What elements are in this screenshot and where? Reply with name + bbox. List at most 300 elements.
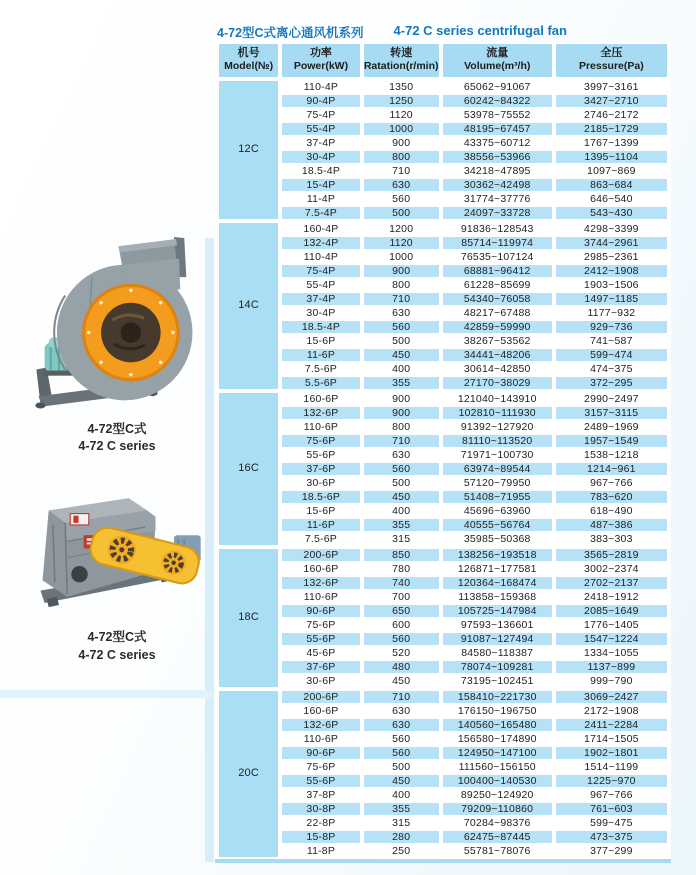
rotation-cell: 450 bbox=[362, 774, 441, 788]
pressure-cell: 2411~2284 bbox=[554, 718, 669, 732]
power-cell: 110-4P bbox=[280, 250, 361, 264]
volume-cell: 91392~127920 bbox=[441, 420, 554, 434]
power-cell: 11-6P bbox=[280, 348, 361, 362]
rotation-cell: 500 bbox=[362, 476, 441, 490]
power-cell: 110-6P bbox=[280, 590, 361, 604]
volume-cell: 158410~221730 bbox=[441, 689, 554, 704]
volume-cell: 91087~127494 bbox=[441, 632, 554, 646]
power-cell: 110-4P bbox=[280, 79, 361, 94]
volume-cell: 24097~33728 bbox=[441, 206, 554, 221]
table-row bbox=[217, 732, 669, 746]
rotation-cell: 600 bbox=[362, 618, 441, 632]
rotation-cell: 400 bbox=[362, 504, 441, 518]
volume-cell: 71971~100730 bbox=[441, 448, 554, 462]
pressure-cell: 741~587 bbox=[554, 334, 669, 348]
pressure-cell: 1395~1104 bbox=[554, 150, 669, 164]
table-row bbox=[217, 236, 669, 250]
pressure-cell: 383~303 bbox=[554, 532, 669, 547]
rotation-cell: 700 bbox=[362, 590, 441, 604]
volume-cell: 63974~89544 bbox=[441, 462, 554, 476]
table-row bbox=[217, 448, 669, 462]
table-row bbox=[217, 532, 669, 547]
pressure-cell: 761~603 bbox=[554, 802, 669, 816]
product-caption-2-zh: 4-72型C式 bbox=[87, 630, 147, 645]
rotation-cell: 480 bbox=[362, 660, 441, 674]
pressure-cell: 646~540 bbox=[554, 192, 669, 206]
pressure-cell: 473~375 bbox=[554, 830, 669, 844]
rotation-cell: 500 bbox=[362, 760, 441, 774]
pressure-cell: 3069~2427 bbox=[554, 689, 669, 704]
power-cell: 160-4P bbox=[280, 221, 361, 236]
pressure-cell: 967~766 bbox=[554, 788, 669, 802]
power-cell: 22-8P bbox=[280, 816, 361, 830]
table-row bbox=[217, 704, 669, 718]
rotation-cell: 560 bbox=[362, 192, 441, 206]
pressure-cell: 487~386 bbox=[554, 518, 669, 532]
pressure-cell: 3565~2819 bbox=[554, 547, 669, 562]
table-row bbox=[217, 562, 669, 576]
pressure-cell: 3744~2961 bbox=[554, 236, 669, 250]
table-row bbox=[217, 79, 669, 94]
rotation-cell: 250 bbox=[362, 844, 441, 858]
pressure-cell: 2418~1912 bbox=[554, 590, 669, 604]
power-cell: 7.5-6P bbox=[280, 362, 361, 376]
rotation-cell: 900 bbox=[362, 264, 441, 278]
power-cell: 7.5-6P bbox=[280, 532, 361, 547]
power-cell: 75-4P bbox=[280, 264, 361, 278]
rotation-cell: 520 bbox=[362, 646, 441, 660]
pressure-cell: 967~766 bbox=[554, 476, 669, 490]
volume-cell: 79209~110860 bbox=[441, 802, 554, 816]
table-row bbox=[217, 674, 669, 689]
power-cell: 11-8P bbox=[280, 844, 361, 858]
table-row bbox=[217, 718, 669, 732]
model-cell: 20C bbox=[217, 689, 280, 858]
power-cell: 30-4P bbox=[280, 150, 361, 164]
rotation-cell: 900 bbox=[362, 136, 441, 150]
power-cell: 55-4P bbox=[280, 122, 361, 136]
product-caption-1-zh: 4-72型C式 bbox=[87, 421, 147, 436]
volume-cell: 120364~168474 bbox=[441, 576, 554, 590]
table-row bbox=[217, 774, 669, 788]
pressure-cell: 1538~1218 bbox=[554, 448, 669, 462]
rotation-cell: 780 bbox=[362, 562, 441, 576]
table-row bbox=[217, 632, 669, 646]
table-row bbox=[217, 164, 669, 178]
col-header-power bbox=[280, 43, 361, 79]
col-header-rotation-en: Ratation(r/min) bbox=[363, 60, 439, 73]
volume-cell: 53978~75552 bbox=[441, 108, 554, 122]
rotation-cell: 800 bbox=[362, 278, 441, 292]
power-cell: 132-6P bbox=[280, 406, 361, 420]
power-cell: 132-4P bbox=[280, 236, 361, 250]
volume-cell: 97593~136601 bbox=[441, 618, 554, 632]
table-row bbox=[217, 348, 669, 362]
power-cell: 90-6P bbox=[280, 746, 361, 760]
power-cell: 75-6P bbox=[280, 618, 361, 632]
table-header-row bbox=[217, 43, 669, 79]
volume-cell: 100400~140530 bbox=[441, 774, 554, 788]
rotation-cell: 315 bbox=[362, 532, 441, 547]
pressure-cell: 599~474 bbox=[554, 348, 669, 362]
rotation-cell: 1350 bbox=[362, 79, 441, 94]
pressure-cell: 863~684 bbox=[554, 178, 669, 192]
rotation-cell: 280 bbox=[362, 830, 441, 844]
centrifugal-fan-photo-rear-view bbox=[22, 490, 212, 621]
rotation-cell: 710 bbox=[362, 689, 441, 704]
volume-cell: 121040~143910 bbox=[441, 391, 554, 406]
table-row bbox=[217, 830, 669, 844]
pressure-cell: 2172~1908 bbox=[554, 704, 669, 718]
table-row bbox=[217, 476, 669, 490]
pressure-cell: 599~475 bbox=[554, 816, 669, 830]
power-cell: 37-6P bbox=[280, 660, 361, 674]
power-cell: 5.5-6P bbox=[280, 376, 361, 391]
volume-cell: 76535~107124 bbox=[441, 250, 554, 264]
power-cell: 55-6P bbox=[280, 632, 361, 646]
table-row bbox=[217, 746, 669, 760]
rotation-cell: 355 bbox=[362, 376, 441, 391]
rotation-cell: 710 bbox=[362, 164, 441, 178]
power-cell: 55-4P bbox=[280, 278, 361, 292]
table-row bbox=[217, 646, 669, 660]
power-cell: 37-4P bbox=[280, 136, 361, 150]
volume-cell: 89250~124920 bbox=[441, 788, 554, 802]
power-cell: 18.5-6P bbox=[280, 490, 361, 504]
rotation-cell: 1250 bbox=[362, 94, 441, 108]
table-row bbox=[217, 576, 669, 590]
background-strip-horizontal bbox=[0, 690, 212, 698]
page-title-en: 4-72 C series centrifugal fan bbox=[393, 23, 567, 38]
rotation-cell: 800 bbox=[362, 420, 441, 434]
table-row bbox=[217, 136, 669, 150]
pressure-cell: 1097~869 bbox=[554, 164, 669, 178]
volume-cell: 54340~76058 bbox=[441, 292, 554, 306]
volume-cell: 55781~78076 bbox=[441, 844, 554, 858]
table-row bbox=[217, 518, 669, 532]
table-row bbox=[217, 192, 669, 206]
power-cell: 15-6P bbox=[280, 334, 361, 348]
table-row bbox=[217, 94, 669, 108]
power-cell: 30-6P bbox=[280, 476, 361, 490]
table-row bbox=[217, 306, 669, 320]
power-cell: 15-8P bbox=[280, 830, 361, 844]
rotation-cell: 450 bbox=[362, 674, 441, 689]
table-row bbox=[217, 406, 669, 420]
volume-cell: 85714~119974 bbox=[441, 236, 554, 250]
pressure-cell: 2702~2137 bbox=[554, 576, 669, 590]
volume-cell: 60242~84322 bbox=[441, 94, 554, 108]
table-row bbox=[217, 490, 669, 504]
rotation-cell: 1000 bbox=[362, 122, 441, 136]
product-caption-1-en: 4-72 C series bbox=[78, 439, 156, 454]
volume-cell: 30362~42498 bbox=[441, 178, 554, 192]
power-cell: 110-6P bbox=[280, 732, 361, 746]
power-cell: 132-6P bbox=[280, 718, 361, 732]
table-row bbox=[217, 462, 669, 476]
model-cell: 18C bbox=[217, 547, 280, 689]
pressure-cell: 1225~970 bbox=[554, 774, 669, 788]
table-row bbox=[217, 206, 669, 221]
table-row bbox=[217, 604, 669, 618]
pressure-cell: 1177~932 bbox=[554, 306, 669, 320]
table-row bbox=[217, 376, 669, 391]
product-caption-1 bbox=[22, 421, 212, 456]
rotation-cell: 355 bbox=[362, 802, 441, 816]
power-cell: 37-4P bbox=[280, 292, 361, 306]
table-row bbox=[217, 320, 669, 334]
pressure-cell: 3157~3115 bbox=[554, 406, 669, 420]
pressure-cell: 1902~1801 bbox=[554, 746, 669, 760]
table-row bbox=[217, 108, 669, 122]
pressure-cell: 1214~961 bbox=[554, 462, 669, 476]
table-row bbox=[217, 362, 669, 376]
rotation-cell: 400 bbox=[362, 788, 441, 802]
power-cell: 30-6P bbox=[280, 674, 361, 689]
rotation-cell: 560 bbox=[362, 746, 441, 760]
col-header-pressure-en: Pressure(Pa) bbox=[578, 60, 644, 73]
table-row bbox=[217, 334, 669, 348]
power-cell: 75-6P bbox=[280, 760, 361, 774]
col-header-volume bbox=[441, 43, 554, 79]
pressure-cell: 1137~899 bbox=[554, 660, 669, 674]
table-row bbox=[217, 292, 669, 306]
rotation-cell: 1120 bbox=[362, 108, 441, 122]
table-row bbox=[217, 660, 669, 674]
volume-cell: 102810~111930 bbox=[441, 406, 554, 420]
power-cell: 160-6P bbox=[280, 562, 361, 576]
rotation-cell: 560 bbox=[362, 732, 441, 746]
power-cell: 18.5-4P bbox=[280, 164, 361, 178]
volume-cell: 38556~53966 bbox=[441, 150, 554, 164]
rotation-cell: 315 bbox=[362, 816, 441, 830]
product-figure-2 bbox=[22, 490, 212, 664]
volume-cell: 42859~59990 bbox=[441, 320, 554, 334]
table-footer-bar bbox=[215, 859, 671, 863]
rotation-cell: 710 bbox=[362, 292, 441, 306]
volume-cell: 31774~37776 bbox=[441, 192, 554, 206]
table-row bbox=[217, 264, 669, 278]
volume-cell: 140560~165480 bbox=[441, 718, 554, 732]
power-cell: 11-4P bbox=[280, 192, 361, 206]
power-cell: 110-6P bbox=[280, 420, 361, 434]
model-cell: 16C bbox=[217, 391, 280, 547]
volume-cell: 27170~38029 bbox=[441, 376, 554, 391]
power-cell: 200-6P bbox=[280, 547, 361, 562]
table-row bbox=[217, 760, 669, 774]
pressure-cell: 2185~1729 bbox=[554, 122, 669, 136]
pressure-cell: 618~490 bbox=[554, 504, 669, 518]
rotation-cell: 560 bbox=[362, 462, 441, 476]
power-cell: 37-6P bbox=[280, 462, 361, 476]
power-cell: 55-6P bbox=[280, 774, 361, 788]
table-row bbox=[217, 844, 669, 858]
power-cell: 160-6P bbox=[280, 391, 361, 406]
volume-cell: 61228~85699 bbox=[441, 278, 554, 292]
pressure-cell: 1957~1549 bbox=[554, 434, 669, 448]
rotation-cell: 900 bbox=[362, 391, 441, 406]
table-row bbox=[217, 816, 669, 830]
col-header-rotation bbox=[362, 43, 441, 79]
pressure-cell: 1547~1224 bbox=[554, 632, 669, 646]
rotation-cell: 800 bbox=[362, 150, 441, 164]
table-row bbox=[217, 278, 669, 292]
volume-cell: 113858~159368 bbox=[441, 590, 554, 604]
col-header-model-zh: 机号 bbox=[237, 47, 260, 59]
pressure-cell: 1514~1199 bbox=[554, 760, 669, 774]
pressure-cell: 474~375 bbox=[554, 362, 669, 376]
rotation-cell: 1000 bbox=[362, 250, 441, 264]
table-row bbox=[217, 178, 669, 192]
model-cell: 14C bbox=[217, 221, 280, 391]
volume-cell: 70284~98376 bbox=[441, 816, 554, 830]
pressure-cell: 3427~2710 bbox=[554, 94, 669, 108]
centrifugal-fan-photo-side-view bbox=[22, 236, 212, 413]
power-cell: 75-6P bbox=[280, 434, 361, 448]
rotation-cell: 630 bbox=[362, 178, 441, 192]
pressure-cell: 372~295 bbox=[554, 376, 669, 391]
volume-cell: 57120~79950 bbox=[441, 476, 554, 490]
power-cell: 18.5-4P bbox=[280, 320, 361, 334]
volume-cell: 73195~102451 bbox=[441, 674, 554, 689]
pressure-cell: 999~790 bbox=[554, 674, 669, 689]
power-cell: 75-4P bbox=[280, 108, 361, 122]
volume-cell: 35985~50368 bbox=[441, 532, 554, 547]
table-row bbox=[217, 590, 669, 604]
table-row bbox=[217, 420, 669, 434]
power-cell: 90-4P bbox=[280, 94, 361, 108]
power-cell: 11-6P bbox=[280, 518, 361, 532]
pressure-cell: 2412~1908 bbox=[554, 264, 669, 278]
volume-cell: 156580~174890 bbox=[441, 732, 554, 746]
table-row bbox=[217, 547, 669, 562]
rotation-cell: 630 bbox=[362, 306, 441, 320]
col-header-volume-zh: 流量 bbox=[486, 47, 509, 59]
col-header-model bbox=[217, 43, 280, 79]
page-title-zh: 4-72型C式离心通风机系列 bbox=[217, 26, 364, 40]
table-row bbox=[217, 618, 669, 632]
spec-table bbox=[215, 42, 671, 859]
volume-cell: 48217~67488 bbox=[441, 306, 554, 320]
power-cell: 90-6P bbox=[280, 604, 361, 618]
volume-cell: 43375~60712 bbox=[441, 136, 554, 150]
table-row bbox=[217, 122, 669, 136]
rotation-cell: 1200 bbox=[362, 221, 441, 236]
volume-cell: 138256~193518 bbox=[441, 547, 554, 562]
power-cell: 132-6P bbox=[280, 576, 361, 590]
volume-cell: 34441~48206 bbox=[441, 348, 554, 362]
volume-cell: 40555~56764 bbox=[441, 518, 554, 532]
volume-cell: 51408~71955 bbox=[441, 490, 554, 504]
pressure-cell: 1497~1185 bbox=[554, 292, 669, 306]
rotation-cell: 710 bbox=[362, 434, 441, 448]
table-row bbox=[217, 391, 669, 406]
power-cell: 45-6P bbox=[280, 646, 361, 660]
pressure-cell: 1714~1505 bbox=[554, 732, 669, 746]
rotation-cell: 400 bbox=[362, 362, 441, 376]
rotation-cell: 500 bbox=[362, 334, 441, 348]
volume-cell: 30614~42850 bbox=[441, 362, 554, 376]
product-caption-2-en: 4-72 C series bbox=[78, 647, 156, 662]
pressure-cell: 1334~1055 bbox=[554, 646, 669, 660]
product-caption-2 bbox=[22, 629, 212, 664]
volume-cell: 34218~47895 bbox=[441, 164, 554, 178]
volume-cell: 65062~91067 bbox=[441, 79, 554, 94]
volume-cell: 68881~96412 bbox=[441, 264, 554, 278]
col-header-rotation-zh: 转速 bbox=[390, 47, 413, 59]
volume-cell: 38267~53562 bbox=[441, 334, 554, 348]
rotation-cell: 740 bbox=[362, 576, 441, 590]
power-cell: 15-4P bbox=[280, 178, 361, 192]
power-cell: 55-6P bbox=[280, 448, 361, 462]
rotation-cell: 850 bbox=[362, 547, 441, 562]
rotation-cell: 650 bbox=[362, 604, 441, 618]
volume-cell: 62475~87445 bbox=[441, 830, 554, 844]
model-cell: 12C bbox=[217, 79, 280, 221]
col-header-power-en: Power(kW) bbox=[293, 60, 349, 73]
rotation-cell: 560 bbox=[362, 632, 441, 646]
rotation-cell: 630 bbox=[362, 718, 441, 732]
table-row bbox=[217, 788, 669, 802]
pressure-cell: 929~736 bbox=[554, 320, 669, 334]
rotation-cell: 560 bbox=[362, 320, 441, 334]
power-cell: 7.5-4P bbox=[280, 206, 361, 221]
pressure-cell: 2085~1649 bbox=[554, 604, 669, 618]
pressure-cell: 783~620 bbox=[554, 490, 669, 504]
volume-cell: 45696~63960 bbox=[441, 504, 554, 518]
page-title bbox=[217, 23, 567, 41]
table-row bbox=[217, 150, 669, 164]
power-cell: 160-6P bbox=[280, 704, 361, 718]
rotation-cell: 630 bbox=[362, 704, 441, 718]
pressure-cell: 2489~1969 bbox=[554, 420, 669, 434]
volume-cell: 105725~147984 bbox=[441, 604, 554, 618]
table-row bbox=[217, 504, 669, 518]
pressure-cell: 377~299 bbox=[554, 844, 669, 858]
col-header-volume-en: Volume(m³/h) bbox=[464, 60, 531, 73]
pressure-cell: 1767~1399 bbox=[554, 136, 669, 150]
volume-cell: 124950~147100 bbox=[441, 746, 554, 760]
product-figure-1 bbox=[22, 236, 212, 456]
power-cell: 30-8P bbox=[280, 802, 361, 816]
spec-table-body bbox=[217, 79, 669, 858]
rotation-cell: 450 bbox=[362, 348, 441, 362]
pressure-cell: 2990~2497 bbox=[554, 391, 669, 406]
pressure-cell: 2985~2361 bbox=[554, 250, 669, 264]
col-header-pressure bbox=[554, 43, 669, 79]
col-header-power-zh: 功率 bbox=[309, 47, 332, 59]
pressure-cell: 1903~1506 bbox=[554, 278, 669, 292]
rotation-cell: 355 bbox=[362, 518, 441, 532]
volume-cell: 91836~128543 bbox=[441, 221, 554, 236]
power-cell: 15-6P bbox=[280, 504, 361, 518]
pressure-cell: 4298~3399 bbox=[554, 221, 669, 236]
pressure-cell: 2746~2172 bbox=[554, 108, 669, 122]
pressure-cell: 3997~3161 bbox=[554, 79, 669, 94]
rotation-cell: 900 bbox=[362, 406, 441, 420]
power-cell: 37-8P bbox=[280, 788, 361, 802]
spec-table-container bbox=[215, 42, 671, 863]
col-header-model-en: Model(№) bbox=[224, 60, 274, 73]
pressure-cell: 3002~2374 bbox=[554, 562, 669, 576]
col-header-pressure-zh: 全压 bbox=[600, 47, 623, 59]
power-cell: 30-4P bbox=[280, 306, 361, 320]
table-row bbox=[217, 689, 669, 704]
power-cell: 200-6P bbox=[280, 689, 361, 704]
rotation-cell: 630 bbox=[362, 448, 441, 462]
volume-cell: 78074~109281 bbox=[441, 660, 554, 674]
volume-cell: 81110~113520 bbox=[441, 434, 554, 448]
